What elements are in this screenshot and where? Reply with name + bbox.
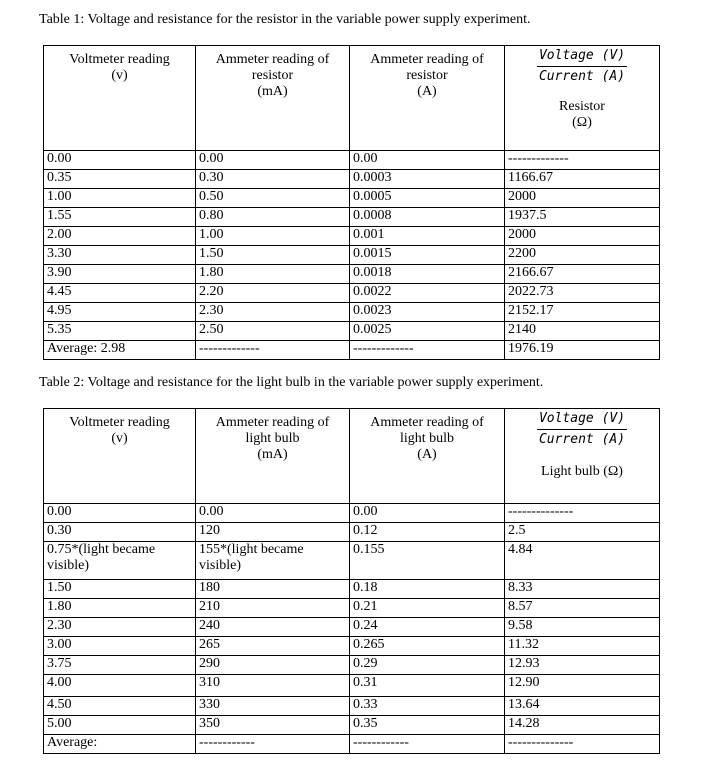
table-cell: 9.58 [505, 618, 660, 637]
table-cell: 5.35 [44, 322, 196, 341]
table-cell: 0.12 [350, 523, 505, 542]
table-cell: 1166.67 [505, 170, 660, 189]
table-cell: 0.00 [196, 151, 350, 170]
table-cell: ------------- [505, 151, 660, 170]
header-line: (Ω) [572, 115, 592, 130]
table-cell: 4.95 [44, 303, 196, 322]
table-cell: Average: 2.98 [44, 341, 196, 360]
table-row [44, 322, 660, 341]
header-line: Ammeter reading of [215, 52, 330, 67]
table-cell: ------------ [350, 735, 505, 754]
table-cell: 2.30 [196, 303, 350, 322]
table-row [44, 618, 660, 637]
table1-header-resistance [505, 46, 660, 151]
table-cell: 0.00 [44, 504, 196, 523]
table-cell: 0.0025 [350, 322, 505, 341]
table-cell: 12.93 [505, 656, 660, 675]
table-cell: 4.00 [44, 675, 196, 697]
table-cell: 0.155 [350, 542, 505, 580]
table-cell: 155*(light became visible) [196, 542, 350, 580]
table-row [44, 523, 660, 542]
table-cell: 1.80 [196, 265, 350, 284]
table1-caption: Table 1: Voltage and resistance for the resistor in the variable power supply experiment. [39, 12, 531, 27]
table-cell: 4.45 [44, 284, 196, 303]
header-line: (v) [111, 68, 128, 83]
table-cell: 180 [196, 580, 350, 599]
table-cell: 2022.73 [505, 284, 660, 303]
table-cell: 12.90 [505, 675, 660, 697]
voltage-over-current-fraction [537, 48, 627, 85]
header-line: resistor [406, 68, 448, 83]
table-row-average [44, 735, 660, 754]
table1-header-row [44, 46, 660, 151]
table-cell: 0.18 [350, 580, 505, 599]
table-row [44, 675, 660, 697]
header-line: resistor [251, 68, 294, 83]
table-cell: 1.00 [44, 189, 196, 208]
table-cell: 120 [196, 523, 350, 542]
table-cell: 2000 [505, 189, 660, 208]
header-line: Voltmeter reading [69, 52, 170, 67]
table-cell: 2000 [505, 227, 660, 246]
table-cell: 0.30 [196, 170, 350, 189]
table-cell: 1976.19 [505, 341, 660, 360]
table-cell: 240 [196, 618, 350, 637]
fraction-denominator: Current (A) [538, 432, 626, 447]
table-cell: 2.20 [196, 284, 350, 303]
table-row [44, 246, 660, 265]
table-cell: 0.50 [196, 189, 350, 208]
resistor-table [43, 45, 660, 360]
table-row [44, 697, 660, 716]
table-row [44, 227, 660, 246]
table-cell: 5.00 [44, 716, 196, 735]
table-cell: 3.00 [44, 637, 196, 656]
header-line: light bulb [399, 431, 455, 446]
voltage-over-current-fraction [537, 411, 627, 448]
table-cell: 0.33 [350, 697, 505, 716]
table-cell: 0.00 [350, 151, 505, 170]
table-cell: 1.55 [44, 208, 196, 227]
table-cell: ------------- [196, 341, 350, 360]
table-cell: 0.21 [350, 599, 505, 618]
table1-header-voltmeter [44, 46, 196, 151]
table-cell: 2152.17 [505, 303, 660, 322]
table2-caption: Table 2: Voltage and resistance for the light bulb in the variable power supply experiment. [39, 375, 544, 390]
table-cell: 8.33 [505, 580, 660, 599]
table-cell: 2140 [505, 322, 660, 341]
header-line: Resistor [559, 99, 605, 114]
fraction-numerator: Voltage (V) [537, 411, 627, 430]
table-cell: Average: [44, 735, 196, 754]
header-line: (mA) [257, 447, 288, 462]
table-cell: 0.0008 [350, 208, 505, 227]
table-cell: 2.30 [44, 618, 196, 637]
table-cell: 0.75*(light became visible) [44, 542, 196, 580]
header-line: Ammeter reading of [370, 52, 484, 67]
table-cell: 8.57 [505, 599, 660, 618]
table-cell: -------------- [505, 735, 660, 754]
table-cell: 4.50 [44, 697, 196, 716]
table-cell: 0.0005 [350, 189, 505, 208]
table-cell: 13.64 [505, 697, 660, 716]
table-cell: 2200 [505, 246, 660, 265]
fraction-numerator: Voltage (V) [537, 48, 627, 67]
table-row [44, 542, 660, 580]
header-line: (mA) [257, 84, 288, 99]
table-cell: 0.00 [350, 504, 505, 523]
table-row [44, 151, 660, 170]
table-row [44, 580, 660, 599]
table-cell: 0.0018 [350, 265, 505, 284]
fraction-denominator: Current (A) [538, 69, 626, 84]
table-cell: 1.50 [196, 246, 350, 265]
table-cell: 0.35 [44, 170, 196, 189]
table-cell: 3.30 [44, 246, 196, 265]
header-line: Ammeter reading of [370, 415, 484, 430]
table-cell: 0.29 [350, 656, 505, 675]
table-cell: 0.265 [350, 637, 505, 656]
table-cell: 0.0022 [350, 284, 505, 303]
table-cell: 4.84 [505, 542, 660, 580]
header-line: (v) [111, 431, 128, 446]
table-cell: 1.00 [196, 227, 350, 246]
table-cell: 3.90 [44, 265, 196, 284]
table-cell: 0.0023 [350, 303, 505, 322]
table-row [44, 265, 660, 284]
table-row-average [44, 341, 660, 360]
header-line: (A) [417, 447, 437, 462]
table-cell: 0.35 [350, 716, 505, 735]
table-cell: 1.50 [44, 580, 196, 599]
header-line: Light bulb (Ω) [541, 464, 623, 479]
table-cell: ------------- [350, 341, 505, 360]
table-cell: 210 [196, 599, 350, 618]
header-line: (A) [417, 84, 437, 99]
table-cell: 330 [196, 697, 350, 716]
table-cell: 0.80 [196, 208, 350, 227]
table-cell: 290 [196, 656, 350, 675]
table-cell: 3.75 [44, 656, 196, 675]
table-cell: 0.00 [44, 151, 196, 170]
table-cell: 0.30 [44, 523, 196, 542]
table-cell: 1937.5 [505, 208, 660, 227]
table-row [44, 716, 660, 735]
table-row [44, 637, 660, 656]
table-row [44, 208, 660, 227]
table2-body [44, 504, 660, 754]
table-cell: 2.00 [44, 227, 196, 246]
table-cell: 0.0003 [350, 170, 505, 189]
light-bulb-table [43, 408, 660, 754]
table-cell: 0.001 [350, 227, 505, 246]
table-cell: 265 [196, 637, 350, 656]
table-cell: -------------- [505, 504, 660, 523]
table-cell: 11.32 [505, 637, 660, 656]
table2-header-row [44, 409, 660, 504]
header-line: Voltmeter reading [69, 415, 170, 430]
table-row [44, 303, 660, 322]
table2-header-voltmeter [44, 409, 196, 504]
table-row [44, 170, 660, 189]
table-cell: 310 [196, 675, 350, 697]
header-line: Ammeter reading of [215, 415, 330, 430]
table1-body [44, 151, 660, 360]
table-cell: 2.50 [196, 322, 350, 341]
table-cell: 0.31 [350, 675, 505, 697]
table-cell: 1.80 [44, 599, 196, 618]
table-cell: 2166.67 [505, 265, 660, 284]
table-cell: 2.5 [505, 523, 660, 542]
table2-header-ammeter-a [350, 409, 505, 504]
table-row [44, 656, 660, 675]
table-cell: 0.00 [196, 504, 350, 523]
table-cell: 0.24 [350, 618, 505, 637]
table-row [44, 189, 660, 208]
table-cell: 14.28 [505, 716, 660, 735]
table-row [44, 284, 660, 303]
table1-header-ammeter-a [350, 46, 505, 151]
table2-header-resistance [505, 409, 660, 504]
table-cell: ------------ [196, 735, 350, 754]
table-row [44, 599, 660, 618]
header-line: light bulb [245, 431, 300, 446]
table1-header-ammeter-ma [196, 46, 350, 151]
table-cell: 0.0015 [350, 246, 505, 265]
table2-header-ammeter-ma [196, 409, 350, 504]
table-row [44, 504, 660, 523]
table-cell: 350 [196, 716, 350, 735]
